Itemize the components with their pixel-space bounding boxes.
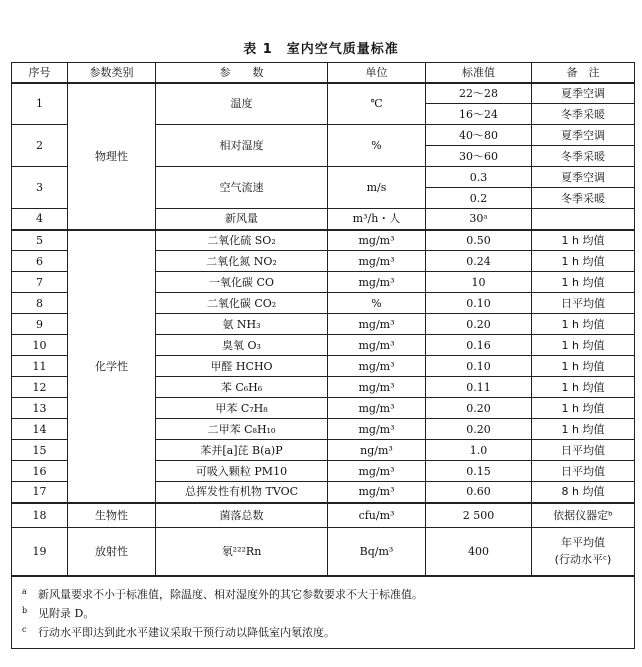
row-no: 10 (12, 335, 68, 356)
header-parameter: 参 数 (156, 63, 328, 83)
row-remark: 夏季空调 (532, 125, 635, 146)
row-unit: mg/m³ (328, 398, 426, 419)
row-value: 0.2 (426, 188, 532, 209)
row-parameter: 总挥发性有机物 TVOC (156, 482, 328, 503)
table-row (12, 83, 635, 104)
table-title: 表 1 室内空气质量标准 (243, 42, 399, 57)
row-value: 30ᵃ (426, 209, 532, 230)
row-parameter: 二氧化碳 CO₂ (156, 293, 328, 314)
row-unit: % (328, 125, 426, 167)
row-no: 6 (12, 251, 68, 272)
row-value: 22～28 (426, 83, 532, 104)
row-remark: 1 h 均值 (532, 230, 635, 251)
row-no: 11 (12, 356, 68, 377)
row-no: 3 (12, 167, 68, 209)
row-parameter: 二氧化硫 SO₂ (156, 230, 328, 251)
row-no: 13 (12, 398, 68, 419)
row-unit: mg/m³ (328, 314, 426, 335)
row-unit: mg/m³ (328, 377, 426, 398)
row-value: 0.3 (426, 167, 532, 188)
footnote-mark: c (22, 624, 27, 634)
row-parameter: 可吸入颗粒 PM10 (156, 461, 328, 482)
row-no: 15 (12, 440, 68, 461)
row-value: 10 (426, 272, 532, 293)
row-parameter: 温度 (156, 83, 328, 125)
header-unit: 单位 (328, 63, 426, 83)
row-parameter: 甲苯 C₇H₈ (156, 398, 328, 419)
row-unit: mg/m³ (328, 419, 426, 440)
row-unit: m/s (328, 167, 426, 209)
row-unit: ℃ (328, 83, 426, 125)
row-unit: mg/m³ (328, 461, 426, 482)
row-unit: mg/m³ (328, 335, 426, 356)
row-remark: 8 h 均值 (532, 482, 635, 503)
remark-line: 年平均值 (561, 536, 605, 550)
row-no: 8 (12, 293, 68, 314)
category-radiation: 放射性 (68, 528, 156, 576)
row-parameter: 甲醛 HCHO (156, 356, 328, 377)
row-value: 0.20 (426, 419, 532, 440)
row-no: 19 (12, 528, 68, 576)
row-remark: 夏季空调 (532, 83, 635, 104)
header-row (12, 63, 635, 83)
row-remark: 1 h 均值 (532, 251, 635, 272)
row-remark: 冬季采暖 (532, 104, 635, 125)
row-no: 12 (12, 377, 68, 398)
footnote-text: 见附录 D。 (38, 606, 95, 620)
row-parameter: 二氧化氮 NO₂ (156, 251, 328, 272)
row-parameter: 菌落总数 (156, 503, 328, 528)
category-biological: 生物性 (68, 503, 156, 528)
row-value: 2 500 (426, 503, 532, 528)
row-unit: mg/m³ (328, 272, 426, 293)
row-value: 0.60 (426, 482, 532, 503)
row-no: 18 (12, 503, 68, 528)
notes-row (12, 576, 635, 649)
row-remark: 1 h 均值 (532, 272, 635, 293)
row-remark: 依据仪器定ᵇ (532, 503, 635, 528)
row-no: 4 (12, 209, 68, 230)
row-parameter: 一氧化碳 CO (156, 272, 328, 293)
row-unit: mg/m³ (328, 356, 426, 377)
row-unit: mg/m³ (328, 482, 426, 503)
row-parameter: 相对湿度 (156, 125, 328, 167)
table-row (12, 230, 635, 251)
row-parameter: 空气流速 (156, 167, 328, 209)
row-parameter: 苯 C₆H₆ (156, 377, 328, 398)
row-no: 5 (12, 230, 68, 251)
row-no: 16 (12, 461, 68, 482)
row-remark (532, 209, 635, 230)
footnote-mark: a (22, 586, 27, 596)
header-category: 参数类别 (68, 63, 156, 83)
row-value: 40～80 (426, 125, 532, 146)
footnote-text: 行动水平即达到此水平建议采取干预行动以降低室内氡浓度。 (38, 625, 335, 639)
row-value: 0.16 (426, 335, 532, 356)
header-remark: 备 注 (532, 63, 635, 83)
row-unit: cfu/m³ (328, 503, 426, 528)
footnote-mark: b (22, 605, 28, 615)
row-unit: mg/m³ (328, 251, 426, 272)
row-unit: m³/h・人 (328, 209, 426, 230)
row-parameter: 氡²²²Rn (156, 528, 328, 576)
row-remark: 冬季采暖 (532, 188, 635, 209)
row-unit: ng/m³ (328, 440, 426, 461)
row-value: 0.50 (426, 230, 532, 251)
row-value: 0.20 (426, 314, 532, 335)
footnote-text: 新风量要求不小于标准值，除温度、相对湿度外的其它参数要求不大于标准值。 (38, 587, 423, 601)
row-no: 9 (12, 314, 68, 335)
footnote (22, 585, 620, 604)
table-row (12, 503, 635, 528)
row-remark: 日平均值 (532, 440, 635, 461)
row-no: 7 (12, 272, 68, 293)
row-value: 0.10 (426, 293, 532, 314)
row-remark: 1 h 均值 (532, 377, 635, 398)
row-parameter: 臭氧 O₃ (156, 335, 328, 356)
row-remark: 1 h 均值 (532, 356, 635, 377)
row-remark: 日平均值 (532, 461, 635, 482)
row-unit: mg/m³ (328, 230, 426, 251)
remark-line: (行动水平ᶜ) (554, 553, 612, 567)
row-no: 14 (12, 419, 68, 440)
category-chemical: 化学性 (68, 230, 156, 503)
footnote (22, 604, 620, 623)
row-remark: 1 h 均值 (532, 398, 635, 419)
row-no: 2 (12, 125, 68, 167)
row-unit: % (328, 293, 426, 314)
category-physical: 物理性 (68, 83, 156, 230)
row-remark: 日平均值 (532, 293, 635, 314)
row-remark: 冬季采暖 (532, 146, 635, 167)
row-unit: Bq/m³ (328, 528, 426, 576)
row-value: 1.0 (426, 440, 532, 461)
row-parameter: 二甲苯 C₈H₁₀ (156, 419, 328, 440)
row-no: 1 (12, 83, 68, 125)
air-quality-standard-table (11, 62, 635, 649)
row-value: 0.11 (426, 377, 532, 398)
row-parameter: 苯并[a]芘 B(a)P (156, 440, 328, 461)
row-remark: 1 h 均值 (532, 419, 635, 440)
header-no: 序号 (12, 63, 68, 83)
row-remark: 夏季空调 (532, 167, 635, 188)
table-row (12, 528, 635, 576)
row-parameter: 新风量 (156, 209, 328, 230)
row-value: 30～60 (426, 146, 532, 167)
row-value: 16～24 (426, 104, 532, 125)
row-remark: 1 h 均值 (532, 335, 635, 356)
header-standard-value: 标准值 (426, 63, 532, 83)
row-value: 400 (426, 528, 532, 576)
row-value: 0.10 (426, 356, 532, 377)
row-remark (532, 528, 635, 576)
row-value: 0.24 (426, 251, 532, 272)
row-remark: 1 h 均值 (532, 314, 635, 335)
row-value: 0.20 (426, 398, 532, 419)
footnote (22, 623, 620, 642)
row-no: 17 (12, 482, 68, 503)
row-value: 0.15 (426, 461, 532, 482)
row-parameter: 氨 NH₃ (156, 314, 328, 335)
footnotes (12, 576, 635, 649)
